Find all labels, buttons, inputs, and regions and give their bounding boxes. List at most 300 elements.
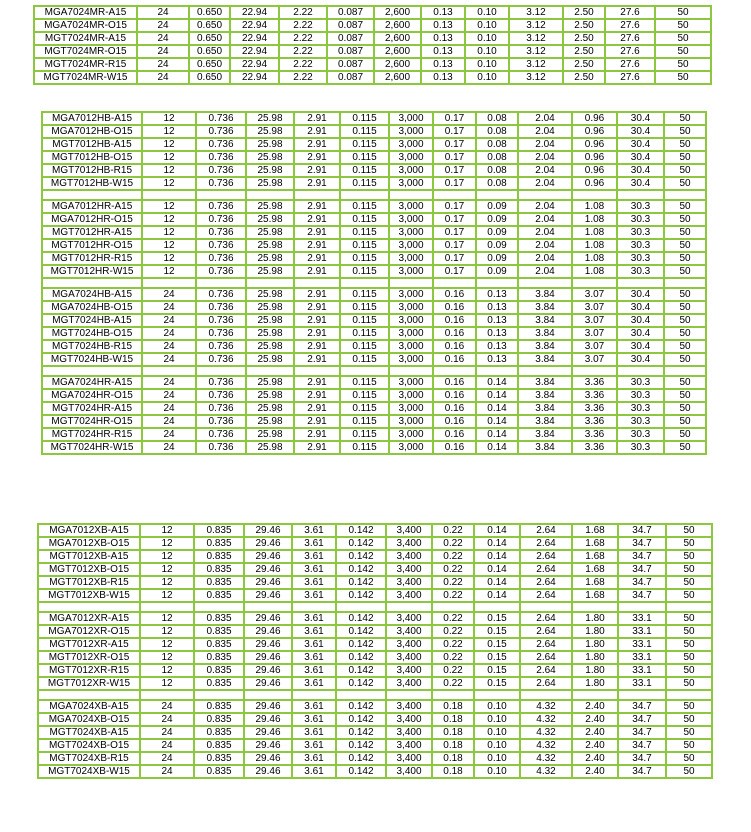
cell-c11: 50 [664,200,706,213]
cell-c9: 2.50 [563,45,605,58]
cell-c11: 50 [664,415,706,428]
cell-model: MGT7024HB-R15 [42,340,142,353]
cell-c11: 50 [666,550,712,563]
cell-c4: 0.087 [327,71,374,84]
cell-c7: 0.10 [465,32,509,45]
empty-cell [617,190,664,200]
cell-c2: 29.46 [244,664,292,677]
cell-volts: 12 [140,664,194,677]
cell-c4: 0.115 [340,138,389,151]
cell-c1: 0.736 [196,177,246,190]
cell-volts: 12 [140,677,194,690]
cell-c6: 0.16 [433,340,476,353]
cell-c4: 0.087 [327,45,374,58]
spacer-row [42,190,706,200]
cell-c6: 0.22 [432,638,474,651]
cell-c11: 50 [666,625,712,638]
cell-c9: 1.68 [572,550,618,563]
empty-cell [38,690,140,700]
cell-c2: 22.94 [230,19,279,32]
empty-cell [246,190,294,200]
cell-model: MGT7012XB-W15 [38,589,140,602]
cell-c11: 50 [664,327,706,340]
cell-c9: 3.36 [572,389,617,402]
cell-c3: 3.61 [292,524,336,537]
cell-c8: 2.64 [520,537,572,550]
cell-c4: 0.087 [327,58,374,71]
cell-c5: 3,400 [386,726,432,739]
cell-c8: 3.84 [518,428,572,441]
cell-c1: 0.835 [194,752,244,765]
empty-cell [389,278,433,288]
cell-c4: 0.115 [340,301,389,314]
cell-c5: 3,000 [389,252,433,265]
empty-cell [292,690,336,700]
cell-c10: 30.3 [617,252,664,265]
cell-volts: 12 [140,524,194,537]
cell-c4: 0.142 [336,651,386,664]
cell-c8: 2.64 [520,563,572,576]
cell-c3: 2.91 [294,301,340,314]
cell-c4: 0.142 [336,752,386,765]
table-row [34,32,711,45]
table-row [42,402,706,415]
table-row [34,19,711,32]
cell-c2: 22.94 [230,45,279,58]
cell-c7: 0.14 [476,441,518,454]
cell-c4: 0.142 [336,537,386,550]
cell-c11: 50 [666,612,712,625]
cell-c7: 0.09 [476,200,518,213]
cell-c11: 50 [664,288,706,301]
table-row [38,739,712,752]
cell-c8: 2.64 [520,550,572,563]
cell-c3: 2.91 [294,213,340,226]
cell-c4: 0.115 [340,151,389,164]
cell-c10: 30.4 [617,340,664,353]
cell-c8: 3.12 [509,71,563,84]
cell-c7: 0.14 [476,389,518,402]
cell-volts: 12 [140,625,194,638]
empty-cell [433,190,476,200]
cell-c3: 3.61 [292,739,336,752]
cell-c7: 0.14 [476,428,518,441]
cell-c7: 0.10 [474,700,520,713]
cell-c1: 0.835 [194,638,244,651]
cell-model: MGT7024MR-A15 [34,32,137,45]
cell-c6: 0.17 [433,151,476,164]
cell-volts: 24 [137,71,189,84]
cell-c11: 50 [666,752,712,765]
table-row [42,226,706,239]
cell-c5: 3,000 [389,288,433,301]
cell-c7: 0.10 [465,58,509,71]
cell-c8: 2.04 [518,138,572,151]
empty-cell [432,602,474,612]
cell-c3: 2.91 [294,265,340,278]
cell-c6: 0.22 [432,563,474,576]
cell-volts: 12 [142,125,196,138]
cell-c3: 2.91 [294,252,340,265]
table-row [38,726,712,739]
cell-c1: 0.736 [196,389,246,402]
empty-cell [196,190,246,200]
cell-c10: 34.7 [618,550,666,563]
cell-c5: 3,000 [389,376,433,389]
cell-c1: 0.835 [194,612,244,625]
empty-cell [618,602,666,612]
cell-c6: 0.18 [432,700,474,713]
cell-c11: 50 [664,164,706,177]
cell-c6: 0.16 [433,327,476,340]
cell-c1: 0.650 [189,45,230,58]
cell-c5: 3,000 [389,151,433,164]
table-row [42,415,706,428]
cell-c5: 2,600 [374,58,421,71]
empty-cell [432,690,474,700]
cell-volts: 24 [140,700,194,713]
cell-c10: 33.1 [618,612,666,625]
table-row [42,125,706,138]
table-row [42,177,706,190]
empty-cell [386,602,432,612]
table-row [38,638,712,651]
cell-volts: 24 [142,288,196,301]
cell-volts: 24 [140,752,194,765]
cell-c11: 50 [666,677,712,690]
cell-c9: 2.40 [572,700,618,713]
cell-c4: 0.115 [340,389,389,402]
cell-c11: 50 [655,58,711,71]
cell-c7: 0.14 [474,576,520,589]
cell-c5: 3,000 [389,441,433,454]
cell-c10: 30.4 [617,151,664,164]
table-row [38,765,712,778]
cell-c3: 2.91 [294,340,340,353]
cell-c6: 0.22 [432,651,474,664]
cell-c9: 1.08 [572,252,617,265]
cell-c1: 0.650 [189,6,230,19]
empty-cell [336,602,386,612]
cell-c4: 0.142 [336,550,386,563]
cell-c8: 4.32 [520,700,572,713]
cell-c9: 1.80 [572,651,618,664]
table-row [38,589,712,602]
cell-volts: 12 [142,239,196,252]
cell-c1: 0.835 [194,563,244,576]
empty-cell [518,366,572,376]
cell-c5: 3,400 [386,739,432,752]
cell-c9: 3.36 [572,402,617,415]
cell-c8: 2.04 [518,151,572,164]
cell-model: MGA7024HB-O15 [42,301,142,314]
empty-cell [476,278,518,288]
cell-c3: 2.91 [294,389,340,402]
cell-volts: 24 [142,376,196,389]
cell-c10: 34.7 [618,563,666,576]
cell-c10: 30.4 [617,314,664,327]
cell-model: MGT7024HB-O15 [42,327,142,340]
cell-c6: 0.17 [433,138,476,151]
cell-c7: 0.15 [474,651,520,664]
cell-c10: 30.4 [617,301,664,314]
cell-c4: 0.115 [340,441,389,454]
table-row [42,441,706,454]
cell-model: MGA7012XR-A15 [38,612,140,625]
table-row [42,164,706,177]
empty-cell [244,690,292,700]
cell-c11: 50 [664,112,706,125]
cell-c4: 0.115 [340,252,389,265]
empty-cell [340,366,389,376]
cell-c5: 3,400 [386,664,432,677]
cell-c2: 29.46 [244,726,292,739]
cell-volts: 24 [140,739,194,752]
cell-c10: 30.3 [617,265,664,278]
table-row [38,664,712,677]
table-row [38,524,712,537]
cell-c7: 0.15 [474,664,520,677]
cell-c1: 0.650 [189,58,230,71]
cell-c5: 3,400 [386,713,432,726]
cell-c5: 3,000 [389,428,433,441]
cell-c6: 0.22 [432,589,474,602]
cell-c3: 2.91 [294,402,340,415]
cell-c1: 0.835 [194,677,244,690]
cell-c4: 0.115 [340,353,389,366]
table-row [34,71,711,84]
cell-c8: 2.64 [520,612,572,625]
cell-c6: 0.16 [433,376,476,389]
cell-c1: 0.736 [196,353,246,366]
cell-c1: 0.736 [196,402,246,415]
cell-c3: 3.61 [292,664,336,677]
empty-cell [294,278,340,288]
cell-c11: 50 [664,125,706,138]
cell-c3: 2.22 [279,6,327,19]
cell-c6: 0.16 [433,415,476,428]
cell-volts: 12 [142,226,196,239]
cell-c11: 50 [664,252,706,265]
cell-c8: 3.84 [518,441,572,454]
cell-model: MGT7012HB-A15 [42,138,142,151]
cell-c2: 25.98 [246,226,294,239]
cell-model: MGT7024XB-R15 [38,752,140,765]
table-row [38,625,712,638]
cell-c6: 0.17 [433,252,476,265]
cell-c1: 0.736 [196,112,246,125]
cell-c4: 0.087 [327,32,374,45]
cell-c2: 25.98 [246,138,294,151]
cell-c3: 3.61 [292,576,336,589]
cell-model: MGT7012HR-A15 [42,226,142,239]
cell-c6: 0.22 [432,625,474,638]
table-row [38,677,712,690]
cell-c8: 4.32 [520,752,572,765]
cell-c5: 3,400 [386,550,432,563]
cell-model: MGA7012HR-A15 [42,200,142,213]
cell-c6: 0.22 [432,664,474,677]
cell-c10: 30.3 [617,200,664,213]
cell-c11: 50 [666,739,712,752]
cell-c6: 0.13 [421,6,465,19]
cell-c4: 0.142 [336,589,386,602]
cell-c7: 0.10 [465,6,509,19]
cell-c8: 2.64 [520,638,572,651]
cell-c11: 50 [664,353,706,366]
cell-c4: 0.142 [336,765,386,778]
cell-c1: 0.736 [196,340,246,353]
cell-c8: 3.12 [509,45,563,58]
cell-c10: 34.7 [618,576,666,589]
cell-c2: 25.98 [246,353,294,366]
cell-c1: 0.835 [194,726,244,739]
cell-model: MGT7012XR-W15 [38,677,140,690]
cell-volts: 12 [142,177,196,190]
cell-c10: 30.4 [617,353,664,366]
cell-c2: 25.98 [246,112,294,125]
cell-volts: 12 [142,138,196,151]
cell-c11: 50 [666,524,712,537]
table-row [38,576,712,589]
cell-c10: 33.1 [618,625,666,638]
empty-cell [572,190,617,200]
cell-c5: 3,400 [386,651,432,664]
empty-cell [433,366,476,376]
cell-c2: 29.46 [244,651,292,664]
cell-c6: 0.17 [433,125,476,138]
cell-model: MGT7024MR-R15 [34,58,137,71]
cell-c8: 4.32 [520,713,572,726]
cell-c3: 3.61 [292,651,336,664]
cell-c2: 25.98 [246,376,294,389]
cell-c2: 29.46 [244,625,292,638]
cell-c10: 27.6 [605,71,655,84]
cell-c6: 0.16 [433,314,476,327]
empty-cell [518,190,572,200]
cell-model: MGA7012HR-O15 [42,213,142,226]
cell-c11: 50 [655,32,711,45]
cell-c10: 34.7 [618,700,666,713]
cell-model: MGT7012HR-O15 [42,239,142,252]
cell-volts: 24 [142,340,196,353]
cell-c4: 0.115 [340,164,389,177]
cell-c2: 22.94 [230,71,279,84]
cell-c6: 0.17 [433,239,476,252]
cell-c4: 0.142 [336,726,386,739]
cell-c8: 3.84 [518,327,572,340]
spec-table [41,111,707,455]
empty-cell [572,278,617,288]
cell-c2: 22.94 [230,32,279,45]
cell-c9: 2.50 [563,58,605,71]
cell-model: MGT7012XB-O15 [38,563,140,576]
cell-model: MGT7024HR-W15 [42,441,142,454]
cell-c5: 3,400 [386,589,432,602]
cell-c9: 0.96 [572,138,617,151]
cell-c4: 0.142 [336,638,386,651]
cell-c10: 34.7 [618,739,666,752]
cell-c3: 2.91 [294,314,340,327]
cell-c2: 25.98 [246,125,294,138]
cell-c1: 0.835 [194,765,244,778]
cell-c5: 3,000 [389,301,433,314]
cell-c2: 29.46 [244,576,292,589]
cell-c11: 50 [666,563,712,576]
cell-c4: 0.115 [340,376,389,389]
cell-c9: 1.08 [572,200,617,213]
cell-c9: 1.80 [572,638,618,651]
cell-c10: 30.3 [617,402,664,415]
cell-c9: 0.96 [572,151,617,164]
cell-c8: 2.64 [520,625,572,638]
cell-c4: 0.115 [340,265,389,278]
cell-c6: 0.16 [433,301,476,314]
cell-c4: 0.142 [336,713,386,726]
cell-c10: 27.6 [605,32,655,45]
cell-c7: 0.08 [476,138,518,151]
cell-c10: 30.3 [617,226,664,239]
cell-c4: 0.115 [340,213,389,226]
cell-c3: 2.22 [279,45,327,58]
cell-c10: 27.6 [605,6,655,19]
cell-c7: 0.15 [474,677,520,690]
table-row [34,58,711,71]
cell-volts: 12 [142,151,196,164]
cell-c6: 0.22 [432,550,474,563]
empty-cell [142,190,196,200]
table-row [38,563,712,576]
empty-cell [518,278,572,288]
cell-c5: 3,400 [386,752,432,765]
cell-c3: 2.91 [294,200,340,213]
cell-c3: 2.91 [294,327,340,340]
table-row [42,200,706,213]
cell-c2: 29.46 [244,550,292,563]
cell-volts: 12 [140,537,194,550]
cell-c11: 50 [655,45,711,58]
cell-c1: 0.736 [196,288,246,301]
cell-c5: 3,000 [389,389,433,402]
cell-c8: 3.84 [518,415,572,428]
cell-c5: 3,000 [389,340,433,353]
table-row [42,389,706,402]
cell-c8: 3.84 [518,376,572,389]
cell-c3: 2.22 [279,58,327,71]
cell-model: MGT7024XB-O15 [38,739,140,752]
cell-c4: 0.115 [340,200,389,213]
spacer-row [38,690,712,700]
cell-c7: 0.14 [474,589,520,602]
cell-c3: 3.61 [292,537,336,550]
cell-c1: 0.835 [194,550,244,563]
empty-cell [476,190,518,200]
cell-c8: 3.84 [518,340,572,353]
cell-c7: 0.14 [474,563,520,576]
cell-c9: 3.07 [572,314,617,327]
cell-c2: 25.98 [246,200,294,213]
cell-c5: 2,600 [374,45,421,58]
cell-c3: 3.61 [292,589,336,602]
cell-c3: 2.91 [294,151,340,164]
cell-c2: 29.46 [244,752,292,765]
cell-c3: 3.61 [292,677,336,690]
cell-c10: 30.4 [617,164,664,177]
cell-c7: 0.09 [476,252,518,265]
cell-c10: 30.4 [617,112,664,125]
cell-c3: 2.91 [294,164,340,177]
cell-c10: 30.3 [617,441,664,454]
